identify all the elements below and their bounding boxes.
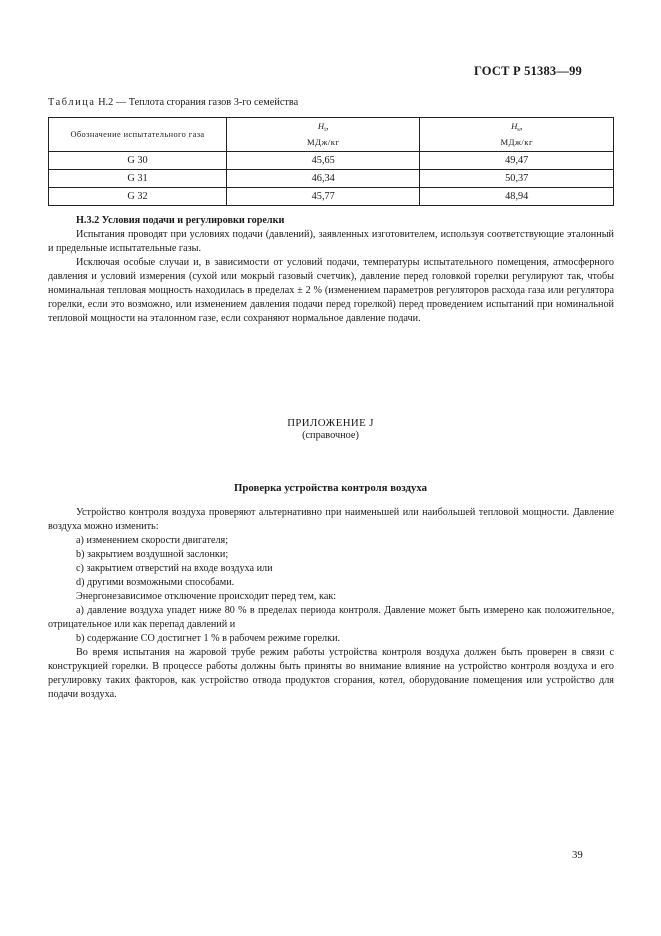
table-caption-prefix: Таблица [48, 97, 96, 108]
hs-value-cell: 49,47 [420, 152, 614, 170]
appendix-para1: Устройство контроля воздуха проверяют альтернативно при наименьшей или наибольшей тепловой мощности. Давление воздуха можно изменить: [48, 507, 614, 532]
table-header-row [49, 118, 614, 152]
hi-value-cell: 45,77 [226, 188, 420, 206]
list-item: b) содержание СО достигнет 1 % в рабочем режиме горелки. [76, 633, 341, 644]
table-row [49, 152, 614, 170]
section-h32-heading: Н.3.2 Условия подачи и регулировки горелки [76, 215, 285, 226]
hs-unit: МДж/кг [500, 137, 533, 147]
gas-name-cell: G 30 [49, 152, 227, 170]
hs-value-cell: 48,94 [420, 188, 614, 206]
hs-header: $H_s$, МДж/кг [420, 118, 614, 152]
hi-unit: МДж/кг [306, 137, 340, 147]
table-caption-text: Н.2 — Теплота сгорания газов 3-го семейства [95, 97, 299, 108]
hi-subscript: i [324, 126, 326, 133]
page-number: 39 [572, 849, 583, 861]
gas-name-cell: G 31 [49, 170, 227, 188]
appendix-section-title: Проверка устройства контроля воздуха [233, 482, 428, 494]
hs-value-cell: 50,37 [420, 170, 614, 188]
section-h32-para2: Исключая особые случаи и, в зависимости от условий подачи, температуры испытательного помещения, атмосферного давления и условий измерения (сухой или мокрый газовый счетчик), давление перед головкой горелки регулируют так, чтобы номинальная тепловая мощность находилась в пределах ± 2 % (изменением параметров регуляторов расхода газа или регулятора горелки, если это возможно, или изменением давления подачи перед горелкой) перед проведением испытаний при номинальной тепловой мощности на эталонном газе, если сохраняют нормальное давление подачи. [48, 257, 614, 324]
list-item: a) изменением скорости двигателя; [76, 535, 229, 546]
list-item: a) давление воздуха упадет ниже 80 % в пределах периода контроля. Давление может быть измерено как положительное, отрицательное или как перепад давлений и [48, 605, 614, 630]
table-row [49, 170, 614, 188]
section-h32 [48, 214, 614, 326]
appendix-para2: Энергонезависимое отключение происходит перед тем, как: [76, 591, 337, 602]
appendix-body [48, 506, 614, 702]
appendix-subtitle: (справочное) [302, 430, 359, 441]
appendix-title: ПРИЛОЖЕНИЕ J [287, 417, 374, 429]
list-item: b) закрытием воздушной заслонки; [76, 549, 229, 560]
hi-header: $H_i$, МДж/кг [226, 118, 420, 152]
table-caption [48, 96, 298, 110]
hi-value-cell: 46,34 [226, 170, 420, 188]
gas-designation-header: Обозначение испытательного газа [49, 118, 227, 152]
list-item: c) закрытием отверстий на входе воздуха или [76, 563, 273, 574]
appendix-para3: Во время испытания на жаровой трубе режим работы устройства контроля воздуха должен быть проверен в связи с конструкцией горелки. В процессе работы должны быть приняты во внимание влияние на устройство контроля воздуха и его регулировку таких факторов, как устройство отвода продуктов сгорания, котел, оборудование помещения или устройство для подачи воздуха. [48, 647, 614, 700]
hi-value-cell: 45,65 [226, 152, 420, 170]
hs-subscript: s [517, 126, 520, 133]
heat-of-combustion-table [48, 117, 614, 206]
section-h32-para1: Испытания проводят при условиях подачи (давлений), заявленных изготовителем, используя соответствующие эталонный и предельные испытательные газы. [48, 229, 614, 254]
list-item: d) другими возможными способами. [76, 577, 235, 588]
hi-symbol: H [317, 121, 325, 131]
gas-name-cell: G 32 [49, 188, 227, 206]
hs-symbol: H [511, 121, 518, 131]
table-row [49, 188, 614, 206]
standard-header: ГОСТ Р 51383—99 [473, 64, 582, 78]
